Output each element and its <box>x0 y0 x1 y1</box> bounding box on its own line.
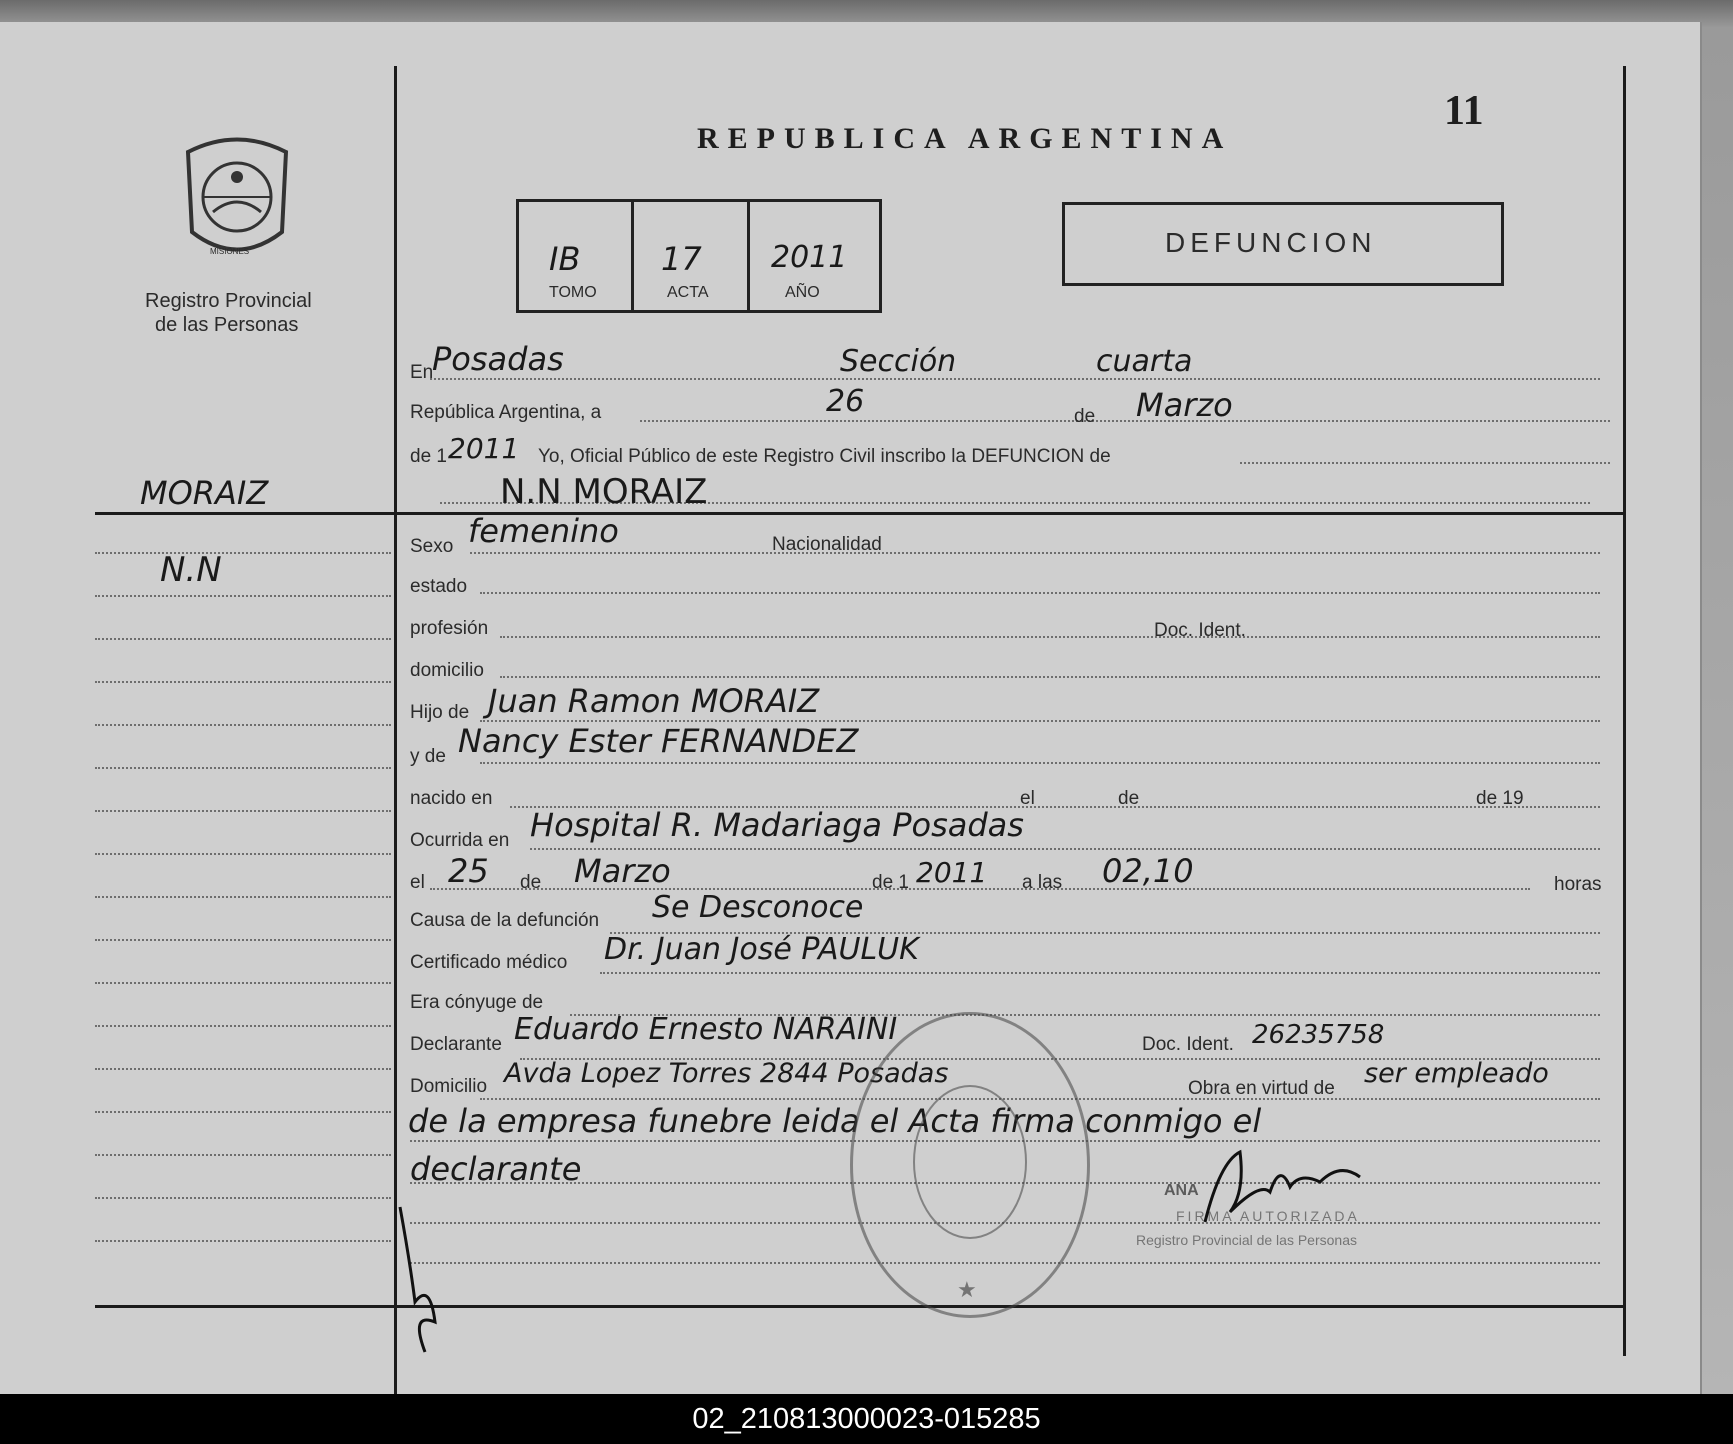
de-label: de <box>1074 406 1096 427</box>
seccion-value: Sección <box>840 344 957 379</box>
ocurrida-value: Hospital R. Madariaga Posadas <box>530 806 1024 844</box>
record-box <box>516 199 882 313</box>
yo-text: Yo, Oficial Público de este Registro Civil inscribo la DEFUNCION de <box>538 446 1111 467</box>
obra-label: Obra en virtud de <box>1188 1078 1335 1099</box>
image-id-text: 02_210813000023-015285 <box>692 1402 1041 1435</box>
margin-line <box>95 1068 391 1070</box>
declarante-doc-value: 26235758 <box>1252 1020 1385 1050</box>
form-line <box>470 552 1600 554</box>
nacionalidad-label: Nacionalidad <box>772 534 882 555</box>
header-divider <box>95 512 1625 515</box>
nacido-en-label: nacido en <box>410 788 493 809</box>
sexo-label: Sexo <box>410 536 454 557</box>
death-year: 2011 <box>916 856 988 889</box>
causa-value: Se Desconoce <box>652 890 864 925</box>
death-de-label: de <box>520 872 542 893</box>
form-line <box>600 972 1600 974</box>
tomo-value: IB <box>549 240 581 278</box>
registry-name-line1: Registro Provincial <box>145 290 312 312</box>
margin-line <box>95 681 391 683</box>
tomo-label: TOMO <box>549 284 597 301</box>
death-month: Marzo <box>574 852 671 890</box>
stamp-line1: ANA <box>1164 1182 1199 1199</box>
estado-label: estado <box>410 576 468 597</box>
year-prefix: de 1 <box>410 446 447 467</box>
record-type-box <box>1062 202 1504 286</box>
mother-value: Nancy Ester FERNANDEZ <box>458 722 859 760</box>
sexo-value: femenino <box>468 512 619 550</box>
stamp-line3: Registro Provincial de las Personas <box>1136 1232 1357 1248</box>
certificate-page <box>0 22 1702 1394</box>
father-value: Juan Ramon MORAIZ <box>488 682 820 720</box>
domicilio2-value: Avda Lopez Torres 2844 Posadas <box>504 1058 949 1089</box>
form-line <box>500 676 1600 678</box>
margin-surname: MORAIZ <box>140 474 269 512</box>
anio-value: 2011 <box>771 240 848 275</box>
registrar-signature <box>1200 1142 1400 1232</box>
acta-label: ACTA <box>667 284 709 301</box>
anio-label: AÑO <box>785 284 820 301</box>
registry-logo <box>178 132 296 262</box>
form-line <box>500 636 1600 638</box>
death-time: 02,10 <box>1102 852 1194 890</box>
margin-line <box>95 1111 391 1113</box>
nacido-el-label: el <box>1020 788 1035 809</box>
certificado-value: Dr. Juan José PAULUK <box>604 932 919 967</box>
margin-line <box>95 595 391 597</box>
declarant-signature <box>390 1202 450 1362</box>
margin-line <box>95 767 391 769</box>
bottom-divider <box>95 1305 1625 1308</box>
doc-ident-label: Doc. Ident. <box>1154 620 1246 641</box>
death-day: 25 <box>448 852 489 890</box>
hijo-de-label: Hijo de <box>410 702 470 723</box>
acta-value: 17 <box>661 240 702 278</box>
form-line <box>640 420 1610 422</box>
domicilio2-label: Domicilio <box>410 1076 488 1097</box>
official-seal: ★ <box>850 1012 1090 1318</box>
margin-line <box>95 1240 391 1242</box>
margin-line <box>95 939 391 941</box>
republica-label: República Argentina, a <box>410 402 602 423</box>
margin-line <box>95 810 391 812</box>
declarante-value: Eduardo Ernesto NARAINI <box>514 1012 898 1047</box>
horas-label: horas <box>1554 874 1602 895</box>
margin-line <box>95 724 391 726</box>
right-border-rule <box>1623 66 1626 1356</box>
obra-value: ser empleado <box>1364 1058 1549 1089</box>
record-type-label: DEFUNCION <box>1165 227 1377 258</box>
year-value: 2011 <box>448 432 520 465</box>
alas-label: a las <box>1022 872 1063 893</box>
domicilio-label: domicilio <box>410 660 484 681</box>
declarante-label: Declarante <box>410 1034 502 1055</box>
form-line <box>530 848 1600 850</box>
form-line <box>480 762 1600 764</box>
country-title: REPUBLICA ARGENTINA <box>697 122 1233 155</box>
margin-line <box>95 1025 391 1027</box>
profesion-label: profesión <box>410 618 489 639</box>
ocurrida-label: Ocurrida en <box>410 830 510 851</box>
stamp-line2: FIRMA AUTORIZADA <box>1176 1208 1360 1224</box>
form-line <box>1240 462 1610 464</box>
nacido-de19-label: de 19 <box>1476 788 1524 809</box>
margin-line <box>95 853 391 855</box>
margin-line <box>95 982 391 984</box>
form-line <box>480 592 1600 594</box>
margin-line <box>95 1154 391 1156</box>
form-line <box>430 378 1600 380</box>
deceased-name: N.N MORAIZ <box>500 472 708 512</box>
left-column-rule <box>394 66 397 1394</box>
image-id-footer <box>0 1394 1733 1444</box>
death-el-label: el <box>410 872 425 893</box>
en-label: En <box>410 362 434 383</box>
registry-name-line2: de las Personas <box>155 314 299 336</box>
causa-label: Causa de la defunción <box>410 910 600 931</box>
day-value: 26 <box>826 384 865 419</box>
margin-given-name: N.N <box>160 550 222 590</box>
certificado-label: Certificado médico <box>410 952 568 973</box>
y-de-label: y de <box>410 746 446 767</box>
nacido-de-label: de <box>1118 788 1140 809</box>
month-value: Marzo <box>1136 386 1233 424</box>
margin-line <box>95 896 391 898</box>
en-value: Posadas <box>432 340 564 378</box>
conyuge-label: Era cónyuge de <box>410 992 544 1013</box>
death-de1-label: de 1 <box>872 872 909 893</box>
margin-line <box>95 552 391 554</box>
continuation-line1: de la empresa funebre leida el Acta firma conmigo el <box>408 1102 1262 1140</box>
margin-line <box>95 1197 391 1199</box>
logo-caption: MISIONES <box>210 247 250 256</box>
continuation-line2: declarante <box>410 1150 582 1188</box>
seccion-number: cuarta <box>1096 344 1193 379</box>
declarante-doc-label: Doc. Ident. <box>1142 1034 1234 1055</box>
margin-line <box>95 638 391 640</box>
page-number: 11 <box>1444 88 1484 134</box>
